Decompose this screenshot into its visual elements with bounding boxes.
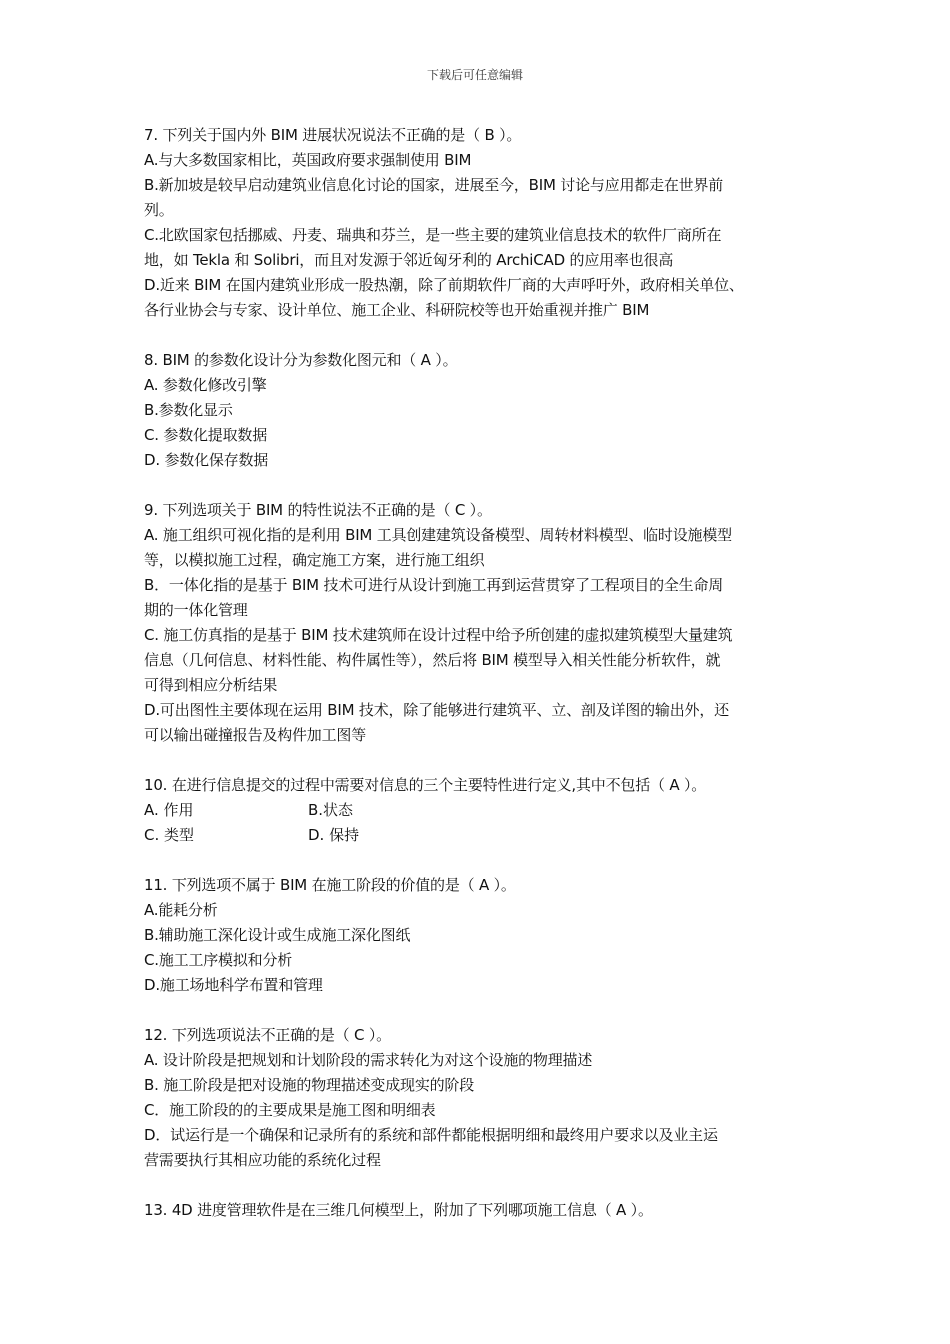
option-b: B.辅助施工深化设计或生成施工深化图纸: [144, 926, 411, 944]
question-line: B. 施工阶段是把对设施的物理描述变成现实的阶段: [144, 1076, 475, 1094]
option-a: A.能耗分析: [144, 901, 218, 919]
question-10: [144, 773, 824, 848]
question-7: [144, 123, 824, 323]
question-stem: 13. 4D 进度管理软件是在三维几何模型上，附加了下列哪项施工信息（ A ）。: [144, 1201, 653, 1219]
question-line: D.可出图性主要体现在运用 BIM 技术，除了能够进行建筑平、立、剖及详图的输出外，还: [144, 701, 729, 719]
option-c: C. 类型: [144, 826, 195, 844]
question-9: [144, 498, 824, 748]
question-line: D．试运行是一个确保和记录所有的系统和部件都能根据明细和最终用户要求以及业主运: [144, 1126, 718, 1144]
question-line: 信息（几何信息、材料性能、构件属性等），然后将 BIM 模型导入相关性能分析软件，就: [144, 651, 721, 669]
question-stem: 10. 在进行信息提交的过程中需要对信息的三个主要特性进行定义,其中不包括（ A ）。: [144, 776, 707, 794]
question-line: 期的一体化管理: [144, 601, 248, 619]
option-a: A. 参数化修改引擎: [144, 376, 267, 394]
option-b: B.参数化显示: [144, 401, 233, 419]
option-b: B.状态: [308, 801, 354, 819]
question-line: A. 设计阶段是把规划和计划阶段的需求转化为对这个设施的物理描述: [144, 1051, 593, 1069]
option-d: D.施工场地科学布置和管理: [144, 976, 323, 994]
question-line: 等，以模拟施工过程，确定施工方案，进行施工组织: [144, 551, 485, 569]
question-8: [144, 348, 824, 473]
question-line: C.北欧国家包括挪威、丹麦、瑞典和芬兰，是一些主要的建筑业信息技术的软件厂商所在: [144, 226, 722, 244]
question-line: C．施工阶段的的主要成果是施工图和明细表: [144, 1101, 436, 1119]
document-body: [144, 123, 824, 1248]
question-stem: 12. 下列选项说法不正确的是（ C ）。: [144, 1026, 391, 1044]
option-d: D. 保持: [308, 826, 360, 844]
question-line: A. 施工组织可视化指的是利用 BIM 工具创建建筑设备模型、周转材料模型、临时设施模型: [144, 526, 732, 544]
option-d: D. 参数化保存数据: [144, 451, 269, 469]
question-stem: 9. 下列选项关于 BIM 的特性说法不正确的是（ C ）。: [144, 501, 492, 519]
question-line: B．一体化指的是基于 BIM 技术可进行从设计到施工再到运营贯穿了工程项目的全生命周: [144, 576, 724, 594]
question-line: D.近来 BIM 在国内建筑业形成一股热潮，除了前期软件厂商的大声呼吁外，政府相关单位、: [144, 276, 744, 294]
question-line: B.新加坡是较早启动建筑业信息化讨论的国家，进展至今，BIM 讨论与应用都走在世界前: [144, 176, 724, 194]
option-row: [144, 823, 824, 848]
question-stem: 7. 下列关于国内外 BIM 进展状况说法不正确的是（ B ）。: [144, 126, 522, 144]
question-line: 各行业协会与专家、设计单位、施工企业、科研院校等也开始重视并推广 BIM: [144, 301, 650, 319]
question-line: 可得到相应分析结果: [144, 676, 278, 694]
question-line: 列。: [144, 201, 174, 219]
question-stem: 11. 下列选项不属于 BIM 在施工阶段的价值的是（ A ）。: [144, 876, 516, 894]
question-line: 营需要执行其相应功能的系统化过程: [144, 1151, 381, 1169]
option-c: C.施工工序模拟和分析: [144, 951, 293, 969]
question-line: A.与大多数国家相比，英国政府要求强制使用 BIM: [144, 151, 472, 169]
question-11: [144, 873, 824, 998]
question-13: [144, 1198, 824, 1223]
question-12: [144, 1023, 824, 1173]
page-header: 下载后可任意编辑: [426, 68, 523, 82]
question-line: 地，如 Tekla 和 Solibri，而且对发源于邻近匈牙利的 ArchiCAD 的应用率也很高: [144, 251, 674, 269]
question-line: 可以输出碰撞报告及构件加工图等: [144, 726, 367, 744]
question-stem: 8. BIM 的参数化设计分为参数化图元和（ A ）。: [144, 351, 458, 369]
option-row: [144, 798, 824, 823]
option-c: C. 参数化提取数据: [144, 426, 268, 444]
option-a: A. 作用: [144, 801, 194, 819]
question-line: C. 施工仿真指的是基于 BIM 技术建筑师在设计过程中给予所创建的虚拟建筑模型大量建筑: [144, 626, 733, 644]
